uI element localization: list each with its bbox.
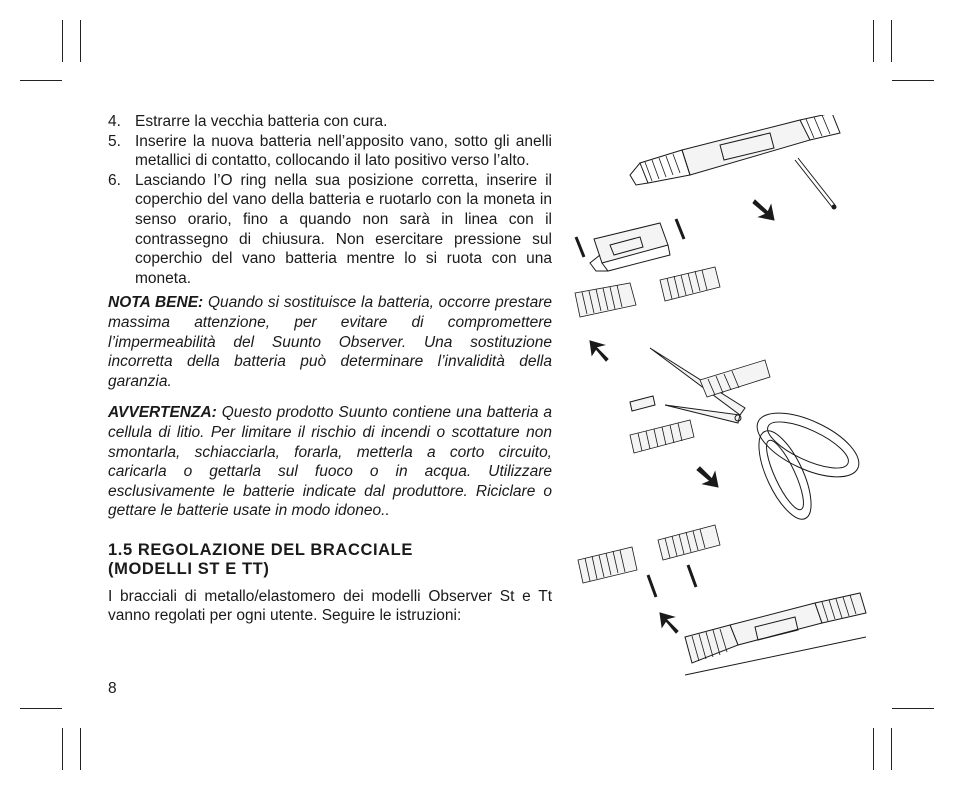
arrow-icon [660, 613, 678, 633]
watch-with-bracelet-top [630, 115, 840, 209]
list-item [108, 112, 552, 132]
arrow-icon [697, 467, 718, 487]
bracelet-adjustment-illustration [570, 115, 870, 685]
list-item-number: 5. [108, 132, 121, 150]
watch-with-bracelet-bottom [685, 593, 866, 675]
note-label: NOTA BENE: [108, 294, 204, 312]
section-heading [108, 541, 552, 579]
warning-paragraph [108, 403, 552, 521]
bracelet-links [575, 267, 720, 317]
crop-mark-tl-h [20, 80, 62, 81]
crop-mark-tr-h [892, 80, 934, 81]
crop-mark-br-v2 [891, 728, 892, 770]
list-item-text: Estrarre la vecchia batteria con cura. [135, 113, 388, 130]
page-number: 8 [108, 680, 117, 697]
watch-case-with-pins [576, 219, 684, 271]
crop-mark-bl-v1 [62, 728, 63, 770]
list-item [108, 132, 552, 171]
note-paragraph [108, 293, 552, 391]
list-item-text: Inserire la nuova batteria nell’apposito vano, sotto gli anelli metallici di contatto, collocando il lato positivo verso l’alto. [135, 132, 552, 170]
crop-mark-br-v1 [873, 728, 874, 770]
main-text-column [108, 112, 552, 626]
note-text: Quando si sostituisce la batteria, occorre prestare massima attenzione, per evitare di compromettere l’impermeabilità del Suunto Observer. Una sostituzione incorretta della batteria può determinare l’invalidità della garanzia. [108, 294, 552, 390]
section-heading-line1: 1.5 REGOLAZIONE DEL BRACCIALE [108, 540, 413, 559]
warning-text: Questo prodotto Suunto contiene una batteria a cellula di litio. Per limitare il rischio di incendi o scottature non smontarla, schiacciarla, forarla, metterla a corto circuito, caricarla o gettarla sul fuoco o in acqua. Utilizzare esclusivamente le batterie indicate dal produttore. Riciclare o gettare le batterie usate in modo idoneo.. [108, 404, 552, 520]
list-item-text: Lasciando l’O ring nella sua posizione corretta, inserire il coperchio del vano della batteria e ruotarlo con la moneta in senso orario, fino a quando non sarà in linea con il contrassegno di chiusura. Non esercitare pressione sul coperchio del vano batteria mentre lo si ruota con una moneta. [135, 171, 552, 287]
list-item-number: 6. [108, 171, 121, 189]
crop-mark-bl-v2 [80, 728, 81, 770]
list-item [108, 171, 552, 289]
crop-mark-bl-h [20, 708, 62, 709]
crop-mark-tr-v1 [873, 20, 874, 62]
bracelet-links-lower [578, 525, 720, 597]
warning-label: AVVERTENZA: [108, 404, 217, 422]
section-paragraph: I bracciali di metallo/elastomero dei modelli Observer St e Tt vanno regolati per ogni utente. Seguire le istruzioni: [108, 587, 552, 625]
list-item-number: 4. [108, 113, 121, 130]
crop-mark-br-h [892, 708, 934, 709]
crop-mark-tl-v2 [80, 20, 81, 62]
section-heading-line2: (MODELLI ST E TT) [108, 559, 270, 578]
scissors-cutting-bracelet [630, 348, 868, 526]
crop-mark-tl-v1 [62, 20, 63, 62]
arrow-icon [753, 200, 774, 220]
crop-mark-tr-v2 [891, 20, 892, 62]
arrow-icon [590, 341, 608, 361]
